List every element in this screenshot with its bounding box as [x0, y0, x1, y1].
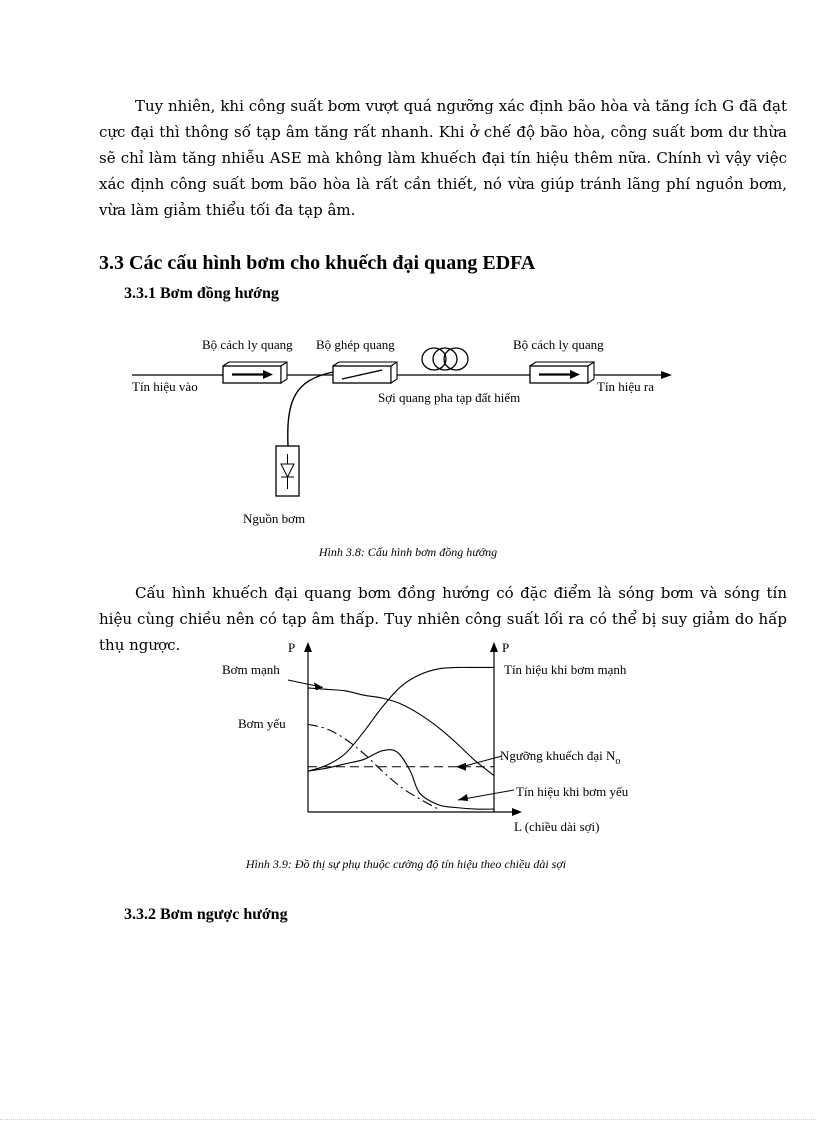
leader-signal-weak-arrow [458, 794, 468, 801]
paragraph-forward-config-text: Cấu hình khuếch đại quang bơm đồng hướng có đặc điểm là sóng bơm và sóng tín hiệu cùng chiều nên có tạp âm thấp. Tuy nhiên công suất lối ra có thể bị suy giảm do hấp thụ ngược. [99, 584, 787, 654]
label-fiber: Sợi quang pha tạp đất hiếm [378, 390, 521, 405]
subsection-heading-backward: 3.3.2 Bơm ngược hướng [124, 906, 288, 923]
threshold-label: Ngưỡng khuếch đại $N_o$ [500, 748, 621, 767]
y-axis-left-arrow [304, 642, 312, 652]
fiber-coil-icon [422, 348, 468, 370]
legend-signal-weak: Tín hiệu khi bơm yếu [516, 784, 629, 799]
x-axis-label: L (chiều dài sợi) [514, 819, 600, 834]
page-bottom-divider [0, 1119, 816, 1120]
label-signal-in: Tín hiệu vào [132, 379, 198, 394]
isolator-in-icon [223, 362, 287, 383]
series-line-0 [308, 688, 494, 776]
section-heading: 3.3 Các cấu hình bơm cho khuếch đại quang EDFA [99, 252, 536, 274]
isolator-out-icon [530, 362, 594, 383]
subsection-heading-forward: 3.3.1 Bơm đồng hướng [124, 285, 279, 302]
label-isolator-out: Bộ cách ly quang [513, 337, 604, 352]
paragraph-saturation [99, 93, 787, 223]
label-pump: Nguồn bơm [243, 511, 306, 526]
pump-fiber [288, 372, 333, 446]
coupler-icon [333, 362, 397, 383]
x-axis-arrow [512, 808, 522, 816]
leader-threshold-arrow [456, 763, 466, 771]
figure-3-8-forward-pump-diagram [120, 328, 680, 533]
pump-laser-icon [276, 446, 299, 496]
legend-signal-strong: Tín hiệu khi bơm mạnh [504, 662, 627, 677]
leader-threshold [462, 756, 502, 767]
figure-3-9-caption: Hình 3.9: Đồ thị sự phụ thuộc cường độ tín hiệu theo chiều dài sợi [245, 857, 567, 871]
figure-3-8-caption: Hình 3.8: Cấu hình bơm đồng hướng [318, 545, 498, 559]
legend-weak-pump: Bơm yếu [238, 716, 286, 731]
label-isolator-in: Bộ cách ly quang [202, 337, 293, 352]
threshold-label-subscript: o [615, 756, 621, 767]
y-axis-label-right: P [502, 640, 510, 655]
y-axis-right-arrow [490, 642, 498, 652]
figure-3-9-chart [200, 636, 660, 846]
paragraph-saturation-text: Tuy nhiên, khi công suất bơm vượt quá ngưỡng xác định bão hòa và tăng ích G đã đạt cực đại thì thông số tạp âm tăng rất nhanh. Khi ở chế độ bão hòa, công suất bơm dư thừa sẽ chỉ làm tăng nhiễu ASE mà không làm khuếch đại tín hiệu thêm nữa. Chính vì vậy việc xác định công suất bơm bão hòa là rất cần thiết, nó vừa giúp tránh lãng phí nguồn bơm, vừa làm giảm thiểu tối đa tạp âm. [99, 97, 787, 219]
label-coupler: Bộ ghép quang [316, 337, 395, 352]
legend-strong-pump: Bơm mạnh [222, 662, 280, 677]
output-arrow-head [661, 371, 672, 379]
label-signal-out: Tín hiệu ra [597, 379, 655, 394]
y-axis-label-left: P [288, 640, 296, 655]
